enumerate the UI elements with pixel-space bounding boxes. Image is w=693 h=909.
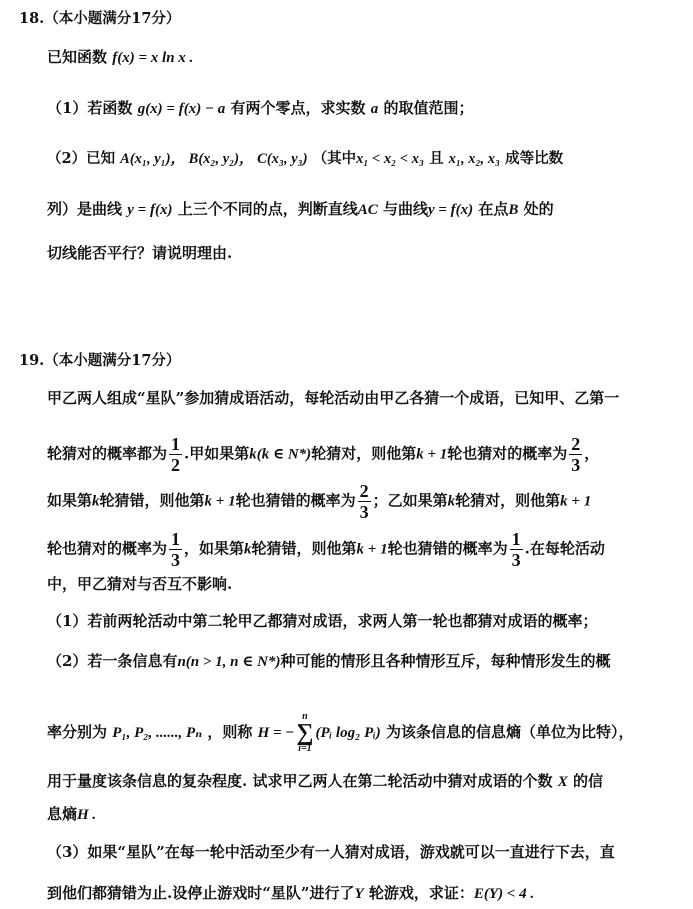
summation-symbol: n ∑ i=1	[296, 711, 314, 754]
q19-sub3-proof: 到他们都猜错为止.设停止游戏时“星队”进行了Y 轮游戏，求证：E(Y) < 4 .	[47, 884, 535, 902]
fraction-one-third: $\frac{1}{3}$	[511, 529, 521, 570]
q19-para5: 中，甲乙猜对与否互不影响.	[47, 575, 233, 593]
fraction-one-third: $\frac{1}{3}$	[171, 529, 181, 570]
q19-header: 19.（本小题满分17分）	[19, 352, 181, 369]
q19-sub2-entropy: 率分别为 P₁, P₂, ......, Pₙ ，则称 H = − n ∑ i=1 (Pᵢ log₂ Pᵢ) 为该条信息的信息熵（单位为比特），	[47, 711, 634, 754]
q18-part1: （1）若函数 g(x) = f(x) − a 有两个零点，求实数 a 的取值范围；	[47, 99, 474, 117]
q19-para1: 甲乙两人组成“星队”参加猜成语活动，每轮活动由甲乙各猜一个成语，已知甲、乙第一	[47, 389, 620, 407]
q19-para2: 轮猜对的概率都为 $\frac{1}{2}$ .甲如果第k(k ∈ N*)轮猜对，则他第k + 1轮也猜对的概率为 $\frac{2}{3}$ ，	[47, 434, 600, 475]
q19-sub2-H: 息熵H .	[47, 805, 97, 823]
q19-sub1: （1）若前两轮活动中第二轮甲乙都猜对成语，求两人第一轮也都猜对成语的概率；	[47, 612, 598, 630]
q18-line5: 切线能否平行？请说明理由.	[47, 244, 233, 262]
q19-sub3: （3）如果“星队”在每一轮中活动至少有一人猜对成语，游戏就可以一直进行下去，直	[47, 843, 615, 861]
q19-sub2-measure: 用于量度该条信息的复杂程度. 试求甲乙两人在第二轮活动中猜对成语的个数 X 的信	[47, 772, 603, 790]
math-f-def: f(x) = x ln x .	[112, 50, 194, 66]
fraction-one-half: $\frac{1}{2}$	[171, 434, 181, 475]
fraction-two-thirds: $\frac{2}{3}$	[359, 481, 369, 522]
q18-line4: 列）是曲线 y = f(x) 上三个不同的点，判断直线AC 与曲线y = f(x) 在点B 处的	[47, 200, 554, 218]
q18-part2: （2）已知 A(x₁, y₁)， B(x₂, y₂)， C(x₃, y₃) （其中x₁ < x₂ < x₃ 且 x₁, x₂, x₃ 成等比数	[47, 150, 564, 167]
q19-para3: 如果第k轮猜错，则他第k + 1轮也猜错的概率为 $\frac{2}{3}$ ；乙如果第k轮猜对，则他第k + 1	[47, 481, 592, 522]
q19-sub2: （2）若一条信息有n(n > 1, n ∈ N*)种可能的情形且各种情形互斥，每种情形发生的概	[47, 652, 611, 670]
q18-intro: 已知函数 f(x) = x ln x .	[47, 48, 194, 66]
q18-header: 18.（本小题满分17分）	[19, 10, 181, 27]
q19-para4: 轮也猜对的概率为 $\frac{1}{3}$ ，如果第k轮猜错，则他第k + 1轮也猜错的概率为 $\frac{1}{3}$ .在每轮活动	[47, 529, 605, 570]
fraction-two-thirds: $\frac{2}{3}$	[571, 434, 581, 475]
